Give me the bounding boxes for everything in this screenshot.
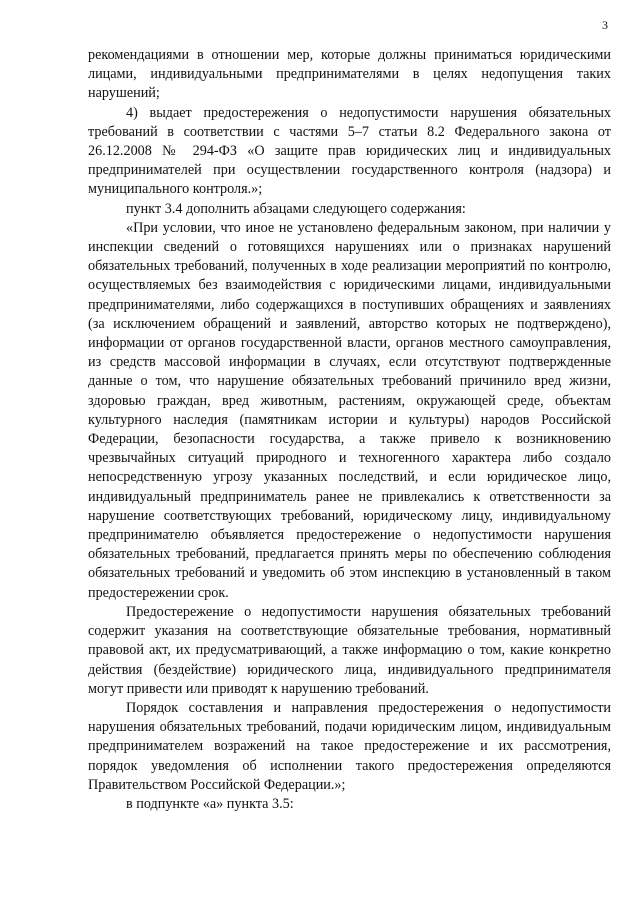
document-body [88,46,611,814]
paragraph-1: рекомендациями в отношении мер, которые должны приниматься юридическими лицами, индивидуальными предпринимателями в целях недопущения таких нарушений; [88,47,611,102]
paragraph-3: пункт 3.4 дополнить абзацами следующего содержания: [126,200,466,217]
page-number: 3 [602,18,608,32]
paragraph-7: в подпункте «а» пункта 3.5: [126,795,294,812]
paragraph-4: «При условии, что иное не установлено федеральным законом, при наличии у инспекции сведений о готовящихся нарушениях или о признаках нарушений обязательных требований, полученных в ходе реализации мероприятий по контролю, осуществляемых без взаимодействия с юридическими лицами, индивидуальными предпринимателями, либо содержащихся в поступивших обращениях и заявлениях (за исключением обращений и заявлений, авторство которых не подтверждено), информации от органов государственной власти, органов местного самоуправления, из средств массовой информации в случаях, если отсутствуют подтвержденные данные о том, что нарушение обязательных требований причинило вред жизни, здоровью граждан, вред животным, растениям, окружающей среде, объектам культурного наследия (памятникам истории и культуры) народов Российской Федерации, безопасности государства, а также привело к возникновению чрезвычайных ситуаций природного и техногенного характера либо создало непосредственную угрозу указанных последствий, и если юридическое лицо, индивидуальный предприниматель ранее не привлекались к ответственности за нарушение соответствующих требований, юридическому лицу, индивидуальному предпринимателю объявляется предостережение о недопустимости нарушения обязательных требований, предлагается принять меры по обеспечению соблюдения обязательных требований и уведомить об этом инспекцию в установленный в таком предостережении срок. [88,219,611,601]
paragraph-5: Предостережение о недопустимости нарушения обязательных требований содержит указания на соответствующие обязательные требования, нормативный правовой акт, их предусматривающий, а также информацию о том, какие конкретно действия (бездействие) юридического лица, индивидуального предпринимателя могут привести или приводят к нарушению требований. [88,603,611,697]
paragraph-6: Порядок составления и направления предостережения о недопустимости нарушения обязательных требований, подачи юридическим лицом, индивидуальным предпринимателем возражений на такое предостережение и их рассмотрения, порядок уведомления об исполнении такого предостережения определяются Правительством Российской Федерации.»; [88,699,611,793]
paragraph-2: 4) выдает предостережения о недопустимости нарушения обязательных требований в соответствии с частями 5–7 статьи 8.2 Федерального закона от 26.12.2008 № 294-ФЗ «О защите прав юридических лиц и индивидуальных предпринимателей при осуществлении государственного контроля (надзора) и муниципального контроля.»; [88,104,611,198]
